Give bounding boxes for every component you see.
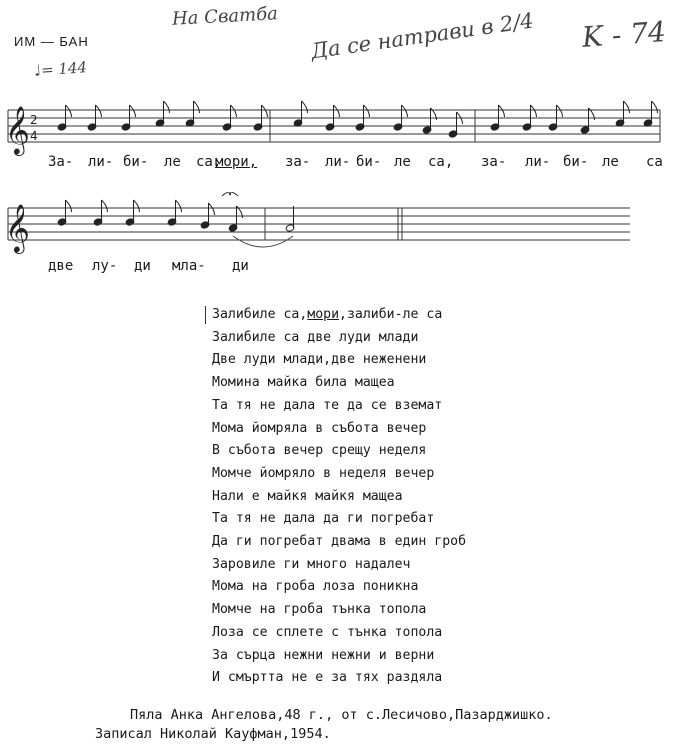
- slur-icon: [233, 236, 293, 247]
- note-flag: [96, 105, 102, 117]
- verse-line: [212, 486, 466, 509]
- verse-text: В събота вечер срещу неделя: [212, 443, 427, 459]
- lyric-syllable: мори,: [215, 154, 258, 170]
- lyric-syllable: са,: [196, 154, 222, 170]
- verse-text: Та тя не дала да ги погребат: [212, 511, 435, 527]
- lyric-syllable: би-: [356, 154, 382, 170]
- archive-code: ИМ — БАН: [14, 34, 89, 49]
- note-flag: [130, 105, 136, 117]
- note-flag: [66, 200, 72, 212]
- handwritten-title: На Сватба: [171, 3, 279, 30]
- lyric-syllable: ле: [394, 154, 411, 170]
- verse-line: [212, 440, 466, 463]
- note-flag: [134, 200, 140, 212]
- lyric-syllable: две: [48, 258, 74, 274]
- verse-text: Момина майка била мащеа: [212, 375, 395, 391]
- verse-line: [212, 622, 466, 645]
- verse-line: [212, 599, 466, 622]
- verse-text: Нали е майкя майкя мащеа: [212, 488, 403, 504]
- time-signature-top: 2: [30, 113, 38, 127]
- music-staff-2: [0, 192, 677, 262]
- verse-line: [212, 463, 466, 486]
- note-flag: [66, 105, 72, 117]
- note-flag: [194, 101, 200, 113]
- lyric-syllable: За-: [48, 154, 74, 170]
- lyric-syllable: ле: [164, 154, 181, 170]
- note-flag: [209, 203, 215, 215]
- song-verses: [212, 304, 466, 690]
- verse-line: [212, 667, 466, 690]
- lyric-syllable: ли-: [525, 154, 551, 170]
- verse-line: [212, 418, 466, 441]
- verse-line: [212, 576, 466, 599]
- verse-text: Момче йомряло в неделя вечер: [212, 465, 435, 481]
- lyric-syllable: са,: [428, 154, 454, 170]
- lyric-syllable: са: [646, 154, 663, 170]
- note-flag: [102, 200, 108, 212]
- tempo-marking: ♩= 144: [33, 58, 88, 80]
- lyric-syllable: за-: [481, 154, 507, 170]
- verse-line: [212, 372, 466, 395]
- lyric-syllable: би-: [563, 154, 589, 170]
- verse-text: Две луди млади,две неженени: [212, 352, 427, 368]
- lyric-syllable: ди: [232, 258, 249, 274]
- note-flag: [231, 105, 237, 117]
- note-flag: [531, 105, 537, 117]
- verse-line: [212, 531, 466, 554]
- note-flag: [364, 105, 370, 117]
- verse-line: [212, 395, 466, 418]
- verse-line: [212, 508, 466, 531]
- note-flag: [624, 101, 630, 113]
- time-signature-bottom: 4: [30, 129, 38, 143]
- treble-clef-icon: 𝄞: [5, 105, 30, 154]
- verse-text: И смъртта не е за тях раздяла: [212, 670, 443, 686]
- lyric-syllable: за-: [285, 154, 311, 170]
- verse-margin-mark: [205, 306, 206, 324]
- lyric-syllable: ли-: [325, 154, 351, 170]
- note-flag: [557, 105, 563, 117]
- verse-text: Лоза се сплете с тънка топола: [212, 624, 443, 640]
- verse-text: За сърца нежни нежни и верни: [212, 647, 435, 663]
- verse-line: [212, 554, 466, 577]
- verse-text: Та тя не дала те да се вземат: [212, 397, 443, 413]
- verse-text: Мома йомряла в събота вечер: [212, 420, 427, 436]
- note-flag: [164, 101, 170, 113]
- note-flag: [176, 200, 182, 212]
- recorder-info: Записал Николай Кауфман,1954.: [95, 726, 331, 742]
- note-flag: [499, 105, 505, 117]
- verse-text: Заровиле ги много надалеч: [212, 556, 411, 572]
- lyric-syllable: би-: [123, 154, 149, 170]
- singer-info: Пяла Анка Ангелова,48 г., от с.Лесичово,Пазарджишко.: [130, 707, 553, 723]
- handwritten-performance-note: Да се натрави в 2/4: [309, 8, 536, 64]
- verse-line: [212, 327, 466, 350]
- verse-text: Да ги погребат двама в един гроб: [212, 534, 467, 550]
- verse-text: Залибиле са две луди млади: [212, 329, 419, 345]
- note-flag: [652, 101, 658, 113]
- note-flag: [334, 105, 340, 117]
- lyric-syllable: ли-: [88, 154, 114, 170]
- verse-text: Момче на гроба тънка топола: [212, 602, 427, 618]
- lyric-syllable: ди: [134, 258, 151, 274]
- verse-text: Мома на гроба лоза поникна: [212, 579, 419, 595]
- verse-line: [212, 304, 466, 327]
- lyric-syllable: ле: [602, 154, 619, 170]
- verse-text-underlined: мори: [307, 307, 340, 322]
- verse-line: [212, 349, 466, 372]
- lyric-syllable: мла-: [172, 258, 206, 274]
- treble-clef-icon: 𝄞: [5, 203, 30, 252]
- handwritten-catalog-number: K - 74: [580, 15, 667, 54]
- note-flag: [302, 101, 308, 113]
- note-flag: [262, 105, 268, 117]
- verse-line: [212, 645, 466, 668]
- note-flag: [402, 105, 408, 117]
- verse-text: ,залиби-ле са: [339, 307, 443, 322]
- notes-line-1: [57, 101, 657, 138]
- verse-text: Залибиле са,: [212, 307, 308, 322]
- lyric-syllable: лу-: [92, 258, 118, 274]
